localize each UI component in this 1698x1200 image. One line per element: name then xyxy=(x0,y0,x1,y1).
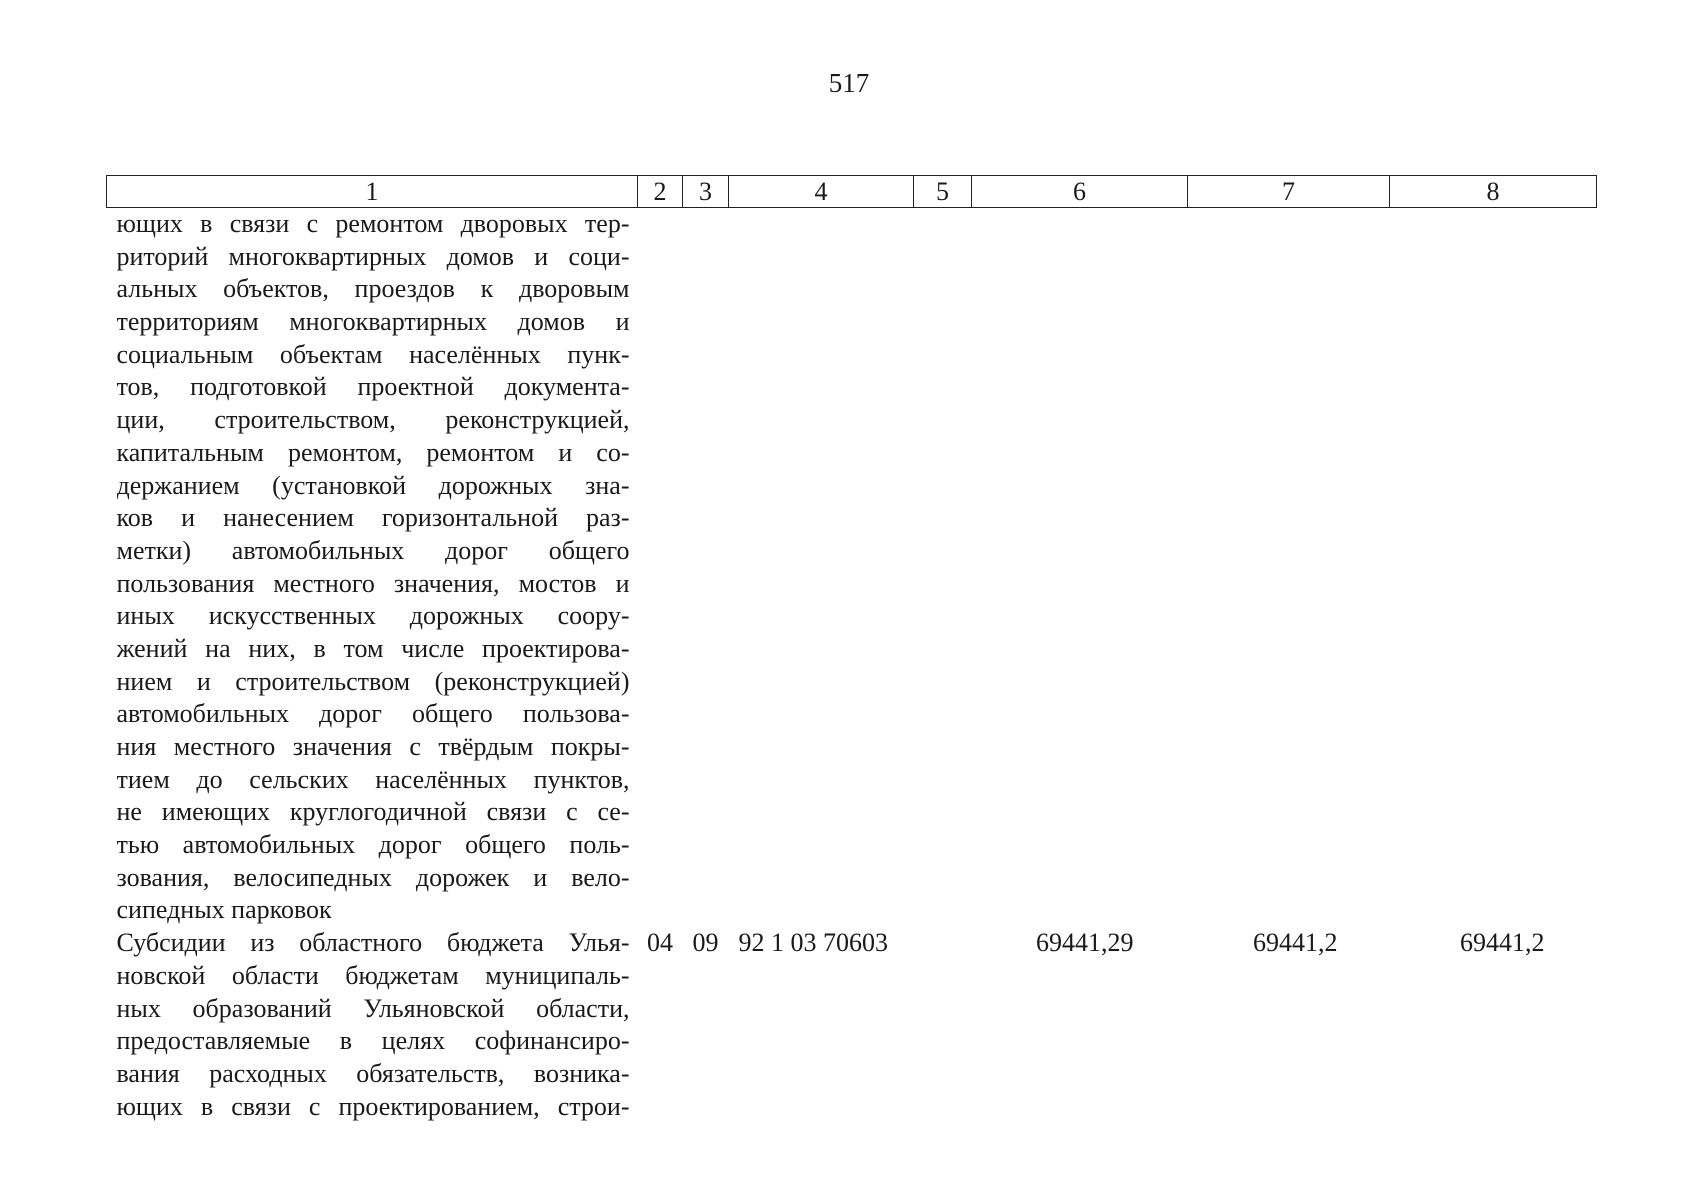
row-subsection xyxy=(683,208,729,928)
description-line: нием и строительством (реконструкцией) xyxy=(116,666,630,696)
header-col-4: 4 xyxy=(729,176,914,208)
description-line: иных искусственных дорожных соору- xyxy=(116,601,630,631)
table-row xyxy=(107,208,1597,928)
row-description xyxy=(107,208,638,928)
description-line: территориям многоквартирных домов и xyxy=(116,307,630,337)
header-col-1: 1 xyxy=(107,176,638,208)
row-amount-1: 69441,29 xyxy=(1036,928,1134,958)
description-line: не имеющих круглогодичной связи с се- xyxy=(116,797,630,827)
row-expense-type xyxy=(914,927,972,1123)
description-line: тов, подготовкой проектной документа- xyxy=(116,372,630,402)
description-line: жений на них, в том числе проектирова- xyxy=(116,633,630,663)
row-amount-2: 69441,2 xyxy=(1253,928,1338,958)
budget-table-container xyxy=(106,175,1596,1123)
row-section xyxy=(638,208,683,928)
row-section: 04 xyxy=(647,928,673,958)
header-col-5: 5 xyxy=(914,176,972,208)
row-amount-3 xyxy=(1390,208,1597,928)
row-description xyxy=(107,927,638,1123)
description-line: пользования местного значения, мостов и xyxy=(116,568,630,598)
description-line: ния местного значения с твёрдым покры- xyxy=(116,732,630,761)
description-line: ющих в связи с проектированием, строи- xyxy=(116,1091,630,1121)
description-line: метки) автомобильных дорог общего xyxy=(116,535,630,565)
description-line: зования, велосипедных дорожек и вело- xyxy=(116,862,630,892)
header-row xyxy=(107,176,1597,208)
header-col-2: 2 xyxy=(638,176,683,208)
page-number: 517 xyxy=(828,68,870,98)
description-line: ных образований Ульяновской области, xyxy=(116,993,630,1023)
row-target-code: 92 1 03 70603 xyxy=(738,928,888,958)
row-amount-3: 69441,2 xyxy=(1460,928,1545,958)
description-line: тием до сельских населённых пунктов, xyxy=(116,764,630,794)
table-header xyxy=(107,176,1597,208)
description-line: предоставляемые в целях софинансиро- xyxy=(116,1026,630,1056)
description-line: капитальным ремонтом, ремонтом и со- xyxy=(116,437,630,467)
budget-table xyxy=(106,175,1597,1123)
description-line: автомобильных дорог общего пользова- xyxy=(116,699,630,729)
row-subsection: 09 xyxy=(692,928,719,958)
description-line: вания расходных обязательств, возника- xyxy=(116,1058,630,1088)
description-line: ции, строительством, реконструкцией, xyxy=(116,405,630,435)
row-target-code xyxy=(729,208,914,928)
description-line: риторий многоквартирных домов и соци- xyxy=(116,241,630,271)
header-col-6: 6 xyxy=(972,176,1188,208)
description-line: Субсидии из областного бюджета Улья- xyxy=(116,928,630,958)
description-line: держанием (установкой дорожных зна- xyxy=(116,470,630,500)
row-amount-2 xyxy=(1188,208,1390,928)
description-line: тью автомобильных дорог общего поль- xyxy=(116,830,630,860)
header-col-8: 8 xyxy=(1390,176,1597,208)
description-line: социальным объектам населённых пунк- xyxy=(116,339,630,369)
description-line: альных объектов, проездов к дворовым xyxy=(116,274,630,304)
header-col-7: 7 xyxy=(1188,176,1390,208)
description-line: сипедных парковок xyxy=(116,895,332,925)
table-row xyxy=(107,927,1597,1123)
row-expense-type xyxy=(914,208,972,928)
row-amount-1 xyxy=(972,208,1188,928)
description-line: новской области бюджетам муниципаль- xyxy=(116,960,630,990)
header-col-3: 3 xyxy=(683,176,729,208)
description-line: ющих в связи с ремонтом дворовых тер- xyxy=(116,209,630,238)
description-line: ков и нанесением горизонтальной раз- xyxy=(116,503,630,533)
